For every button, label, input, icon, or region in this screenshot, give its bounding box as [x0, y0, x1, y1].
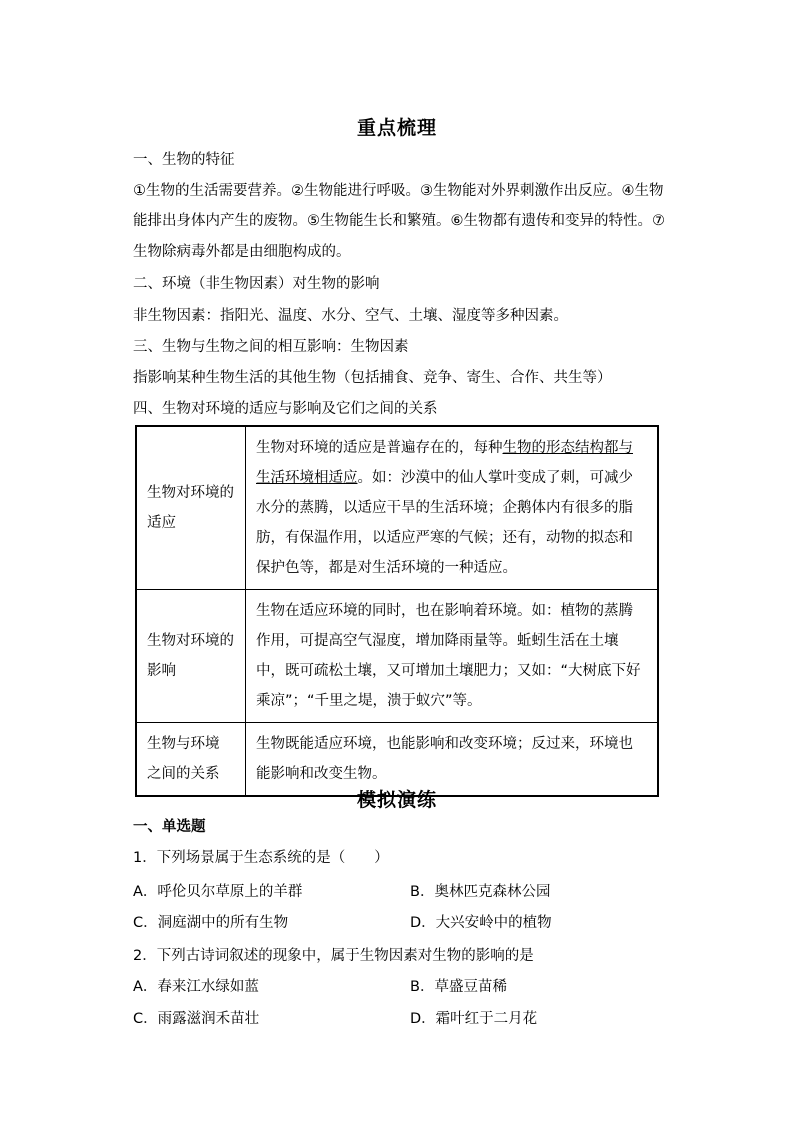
label-line: 适应	[147, 515, 176, 531]
table-content-cell	[246, 426, 659, 590]
paragraph-line: 能排出身体内产生的废物。⑤生物能生长和繁殖。⑥生物都有遗传和变异的特性。⑦	[133, 213, 665, 229]
heading-biotic-factors: 三、生物与生物之间的相互影响：生物因素	[133, 339, 409, 355]
section-title-key-points: 重点梳理	[356, 117, 437, 139]
paragraph-line: ①生物的生活需要营养。②生物能进行呼吸。③生物能对外界刺激作出反应。④生物	[133, 183, 664, 199]
q1-option-a: A．呼伦贝尔草原上的羊群	[133, 884, 303, 900]
q1-option-c: C．洞庭湖中的所有生物	[133, 915, 289, 931]
paragraph-line: 指影响某种生物生活的其他生物（包括捕食、竞争、寄生、合作、共生等）	[133, 370, 612, 386]
table-label-cell	[136, 590, 246, 723]
q2-option-a: A．春来江水绿如蓝	[133, 979, 259, 995]
table-content-cell: 生物既能适应环境，也能影响和改变环境；反过来，环境也能影响和改变生物。	[246, 723, 659, 797]
table-content-cell: 生物在适应环境的同时，也在影响着环境。如：植物的蒸腾作用，可提高空气湿度，增加降雨量等。蚯蚓生活在土壤中，既可疏松土壤，又可增加土壤肥力；又如：“大树底下好乘凉”；“千里之堤，溃于蚁穴”等。	[246, 590, 659, 723]
heading-adaptation-relations: 四、生物对环境的适应与影响及它们之间的关系	[133, 401, 438, 417]
question-2-stem: 2．下列古诗词叙述的现象中，属于生物因素对生物的影响的是	[133, 948, 534, 964]
table-row	[136, 590, 658, 723]
paragraph-line: 生物除病毒外都是由细胞构成的。	[133, 244, 351, 260]
heading-single-choice: 一、单选题	[133, 819, 206, 835]
q1-option-b: B．奥林匹克森林公园	[410, 884, 551, 900]
q2-option-d: D．霜叶红于二月花	[410, 1011, 538, 1027]
content-text: 生物对环境的适应是普遍存在的，每种	[256, 440, 503, 456]
underlined-text: 生物的形态结构都与生活环境相适应	[256, 440, 633, 486]
q2-option-c: C．雨露滋润禾苗壮	[133, 1011, 260, 1027]
table-label-cell	[136, 426, 246, 590]
heading-environment-influence: 二、环境（非生物因素）对生物的影响	[133, 276, 380, 292]
label-line: 之间的关系	[147, 766, 220, 782]
label-line: 生物对环境的	[147, 633, 234, 649]
q2-option-b: B．草盛豆苗稀	[410, 979, 507, 995]
heading-characteristics: 一、生物的特征	[133, 152, 235, 168]
question-1-stem: 1．下列场景属于生态系统的是（ ）	[133, 850, 389, 866]
paragraph-line: 非生物因素：指阳光、温度、水分、空气、土壤、湿度等多种因素。	[133, 308, 568, 324]
section-title-practice: 模拟演练	[356, 789, 437, 811]
content-text: 。如：沙漠中的仙人掌叶变成了刺，可减少水分的蒸腾，以适应干旱的生活环境；企鹅体内有很多的脂肪，有保温作用，以适应严寒的气候；还有，动物的拟态和保护色等，都是对生活环境的一种适应。	[256, 470, 633, 576]
q1-option-d: D．大兴安岭中的植物	[410, 915, 552, 931]
label-line: 生物与环境	[147, 736, 220, 752]
table-row	[136, 426, 658, 590]
label-line: 影响	[147, 663, 176, 679]
adaptation-table	[135, 425, 659, 797]
label-line: 生物对环境的	[147, 485, 234, 501]
